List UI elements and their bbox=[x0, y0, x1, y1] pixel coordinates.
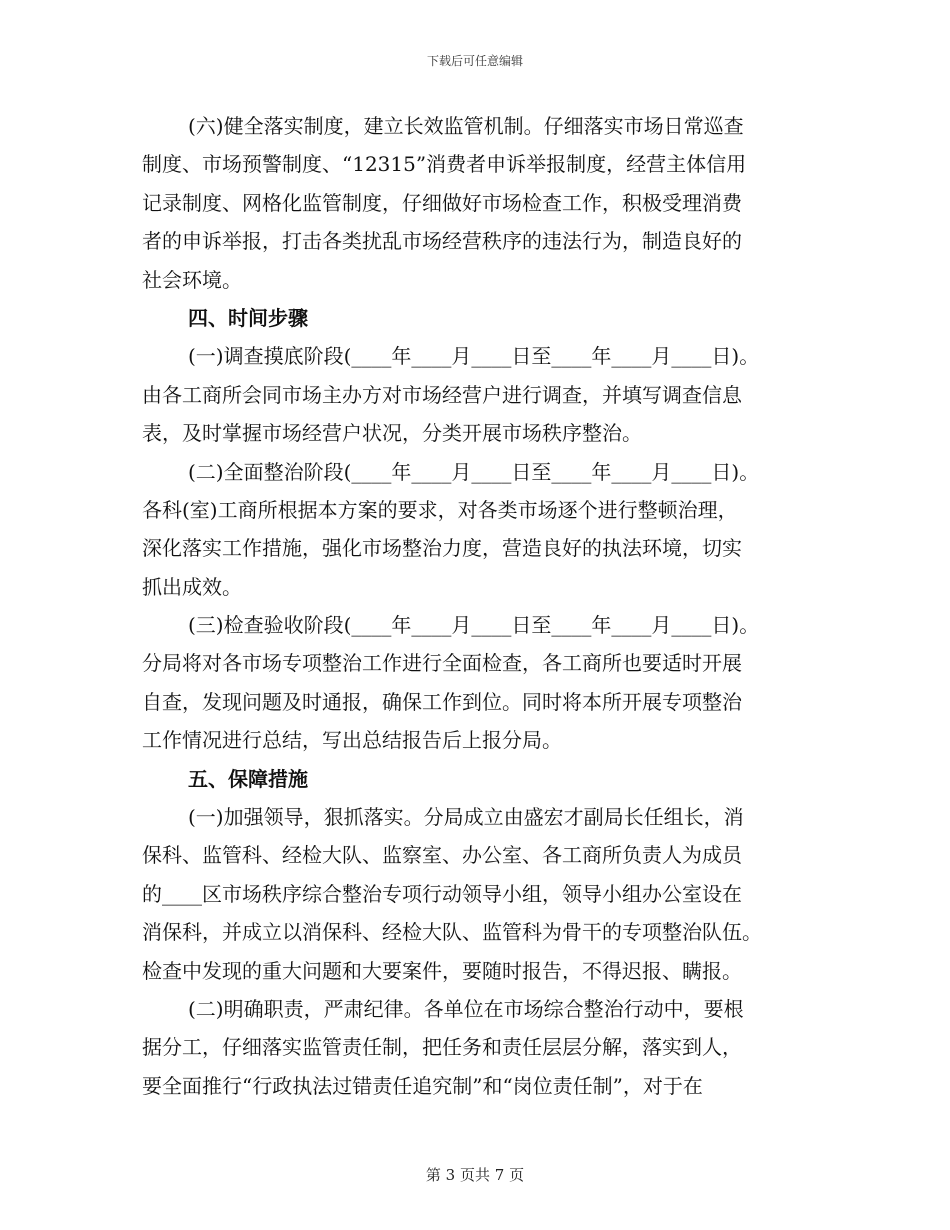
page-header: 下载后可任意编辑 bbox=[426, 54, 523, 68]
paragraph-line: 深化落实工作措施，强化市场整治力度，营造良好的执法环境，切实 bbox=[142, 536, 742, 561]
paragraph-line: 据分工，仔细落实监管责任制，把任务和责任层层分解，落实到人， bbox=[142, 1035, 742, 1060]
paragraph-line: (一)调查摸底阶段(____年____月____日至____年____月____日)。 bbox=[188, 344, 760, 369]
paragraph-line: 工作情况进行总结，写出总结报告后上报分局。 bbox=[142, 728, 562, 753]
paragraph-line: 消保科，并成立以消保科、经检大队、监管科为骨干的专项整治队伍。 bbox=[142, 920, 762, 945]
paragraph-line: 要全面推行“行政执法过错责任追究制”和“岗位责任制”，对于在 bbox=[142, 1073, 703, 1098]
paragraph-line: 记录制度、网格化监管制度，仔细做好市场检查工作，积极受理消费 bbox=[142, 190, 742, 215]
document-body bbox=[142, 107, 810, 1105]
section-heading: 五、保障措施 bbox=[188, 766, 308, 791]
paragraph-line: 由各工商所会同市场主办方对市场经营户进行调查，并填写调查信息 bbox=[142, 382, 742, 407]
paragraph-line: (六)健全落实制度，建立长效监管机制。仔细落实市场日常巡查 bbox=[188, 114, 744, 138]
paragraph-line: 各科(室)工商所根据本方案的要求，对各类市场逐个进行整顿治理， bbox=[142, 497, 738, 522]
paragraph-line: (二)明确职责，严肃纪律。各单位在市场综合整治行动中，要根 bbox=[188, 996, 744, 1021]
paragraph-line: 检查中发现的重大问题和大要案件，要随时报告，不得迟报、瞒报。 bbox=[142, 958, 742, 983]
paragraph-line: 的____区市场秩序综合整治专项行动领导小组，领导小组办公室设在 bbox=[142, 881, 742, 906]
paragraph-line: (一)加强领导，狠抓落实。分局成立由盛宏才副局长任组长，消 bbox=[188, 805, 744, 830]
paragraph-line: 自查，发现问题及时通报，确保工作到位。同时将本所开展专项整治 bbox=[142, 689, 742, 714]
paragraph-line: 社会环境。 bbox=[142, 267, 242, 292]
paragraph-line: 分局将对各市场专项整治工作进行全面检查，各工商所也要适时开展 bbox=[142, 651, 742, 676]
paragraph-line: 保科、监管科、经检大队、监察室、办公室、各工商所负责人为成员 bbox=[142, 843, 742, 868]
paragraph-line: (二)全面整治阶段(____年____月____日至____年____月____日)。 bbox=[188, 459, 760, 484]
paragraph-line: 抓出成效。 bbox=[142, 574, 242, 599]
page-footer: 第 3 页共 7 页 bbox=[425, 1166, 525, 1184]
paragraph-line: 制度、市场预警制度、“12315”消费者申诉举报制度，经营主体信用 bbox=[142, 152, 747, 177]
section-heading: 四、时间步骤 bbox=[188, 305, 308, 330]
paragraph-line: 表，及时掌握市场经营户状况，分类开展市场秩序整治。 bbox=[142, 421, 642, 446]
paragraph-line: 者的申诉举报，打击各类扰乱市场经营秩序的违法行为，制造良好的 bbox=[142, 229, 742, 254]
paragraph-line: (三)检查验收阶段(____年____月____日至____年____月____日)。 bbox=[188, 613, 760, 638]
